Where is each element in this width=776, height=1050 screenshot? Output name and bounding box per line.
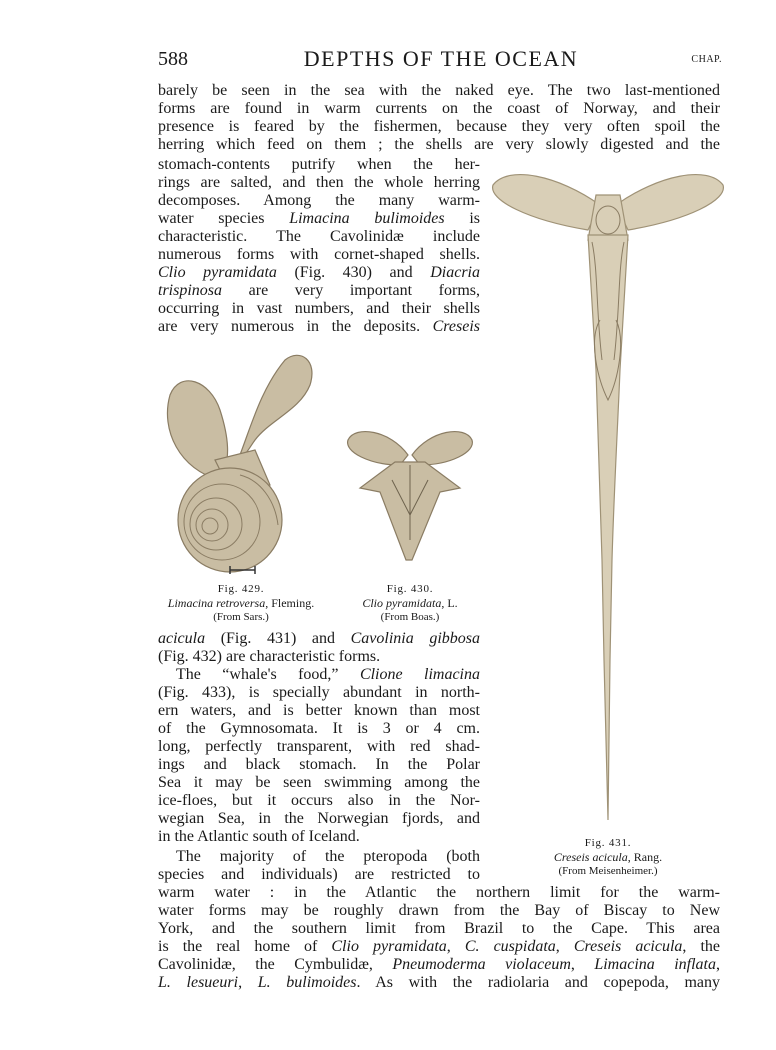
chapter-label: CHAP. [691,54,722,65]
text-line: presence is feared by the fishermen, because they very often spoil the [158,118,720,135]
figure-431-name: Creseis acicula, Rang. [553,850,663,864]
figure-429-label: Fig. 429. [217,583,265,595]
text-line: trispinosa are very important forms, [158,282,480,299]
text-line: wegian Sea, in the Norwegian fjords, and [158,810,480,827]
text-line: forms are found in warm currents on the coast of Norway, and their [158,100,720,117]
text-line: L. lesueuri, L. bulimoides. As with the radiolaria and copepoda, many [158,974,721,991]
text-line: of the Gymnosomata. It is 3 or 4 cm. [158,720,480,737]
figure-430-label: Fig. 430. [386,583,434,595]
text-line: in the Atlantic south of Iceland. [158,828,360,845]
figure-430-source: (From Boas.) [380,611,440,623]
figure-430-clio-image [340,420,480,570]
page-header [158,46,724,76]
page-number: 588 [158,48,188,70]
text-line: rings are salted, and then the whole herring [158,174,480,191]
text-line: (Fig. 433), is specially abundant in north- [158,684,480,701]
text-line: characteristic. The Cavolinidæ include [158,228,480,245]
text-line: are very numerous in the deposits. Creseis [158,318,480,335]
text-line: species and individuals) are restricted to [158,866,480,883]
text-line: water species Limacina bulimoides is [158,210,481,227]
text-line: decomposes. Among the many warm- [158,192,480,209]
text-line: occurring in vast numbers, and their shells [158,300,480,317]
text-line: ice-floes, but it occurs also in the Nor- [158,792,480,809]
text-line: barely be seen in the sea with the naked eye. The two last-mentioned [158,82,720,99]
text-line: Cavolinidæ, the Cymbulidæ, Pneumoderma violaceum, Limacina inflata, [158,956,721,973]
text-line: stomach-contents putrify when the her- [158,156,480,173]
text-line: numerous forms with cornet-shaped shells. [158,246,480,263]
text-line: (Fig. 432) are characteristic forms. [158,648,381,665]
figure-430-caption [345,582,475,624]
text-line: ern waters, and is better known than most [158,702,480,719]
text-line: herring which feed on them ; the shells are very slowly digested and the [158,136,720,153]
figure-429-source: (From Sars.) [213,611,269,623]
text-line: Clio pyramidata (Fig. 430) and Diacria [158,264,480,281]
text-line: is the real home of Clio pyramidata, C. cuspidata, Creseis acicula, the [158,938,721,955]
text-line: ings and black stomach. In the Polar [158,756,480,773]
figure-431-creseis-image [488,160,728,830]
text-line: York, and the southern limit from Brazil to the Cape. This area [158,920,720,937]
text-line: water forms may be roughly drawn from the Bay of Biscay to New [158,902,720,919]
text-line: warm water : in the Atlantic the northern limit for the warm- [158,884,720,901]
figure-429-limacina-image [160,350,320,580]
figure-431-caption [528,836,688,878]
figure-430-name: Clio pyramidata, L. [362,596,458,610]
text-line: acicula (Fig. 431) and Cavolinia gibbosa [158,630,480,647]
text-line: long, perfectly transparent, with red shad- [158,738,480,755]
figure-431-label: Fig. 431. [584,837,632,849]
running-title: DEPTHS OF THE OCEAN [303,46,579,71]
text-line: The “whale's food,” Clione limacina [176,666,480,683]
figure-429-caption [152,582,330,624]
text-line: Sea it may be seen swimming among the [158,774,480,791]
figure-431-source: (From Meisenheimer.) [558,865,658,877]
figure-429-name: Limacina retroversa, Fleming. [167,596,315,610]
text-line: The majority of the pteropoda (both [176,848,480,865]
